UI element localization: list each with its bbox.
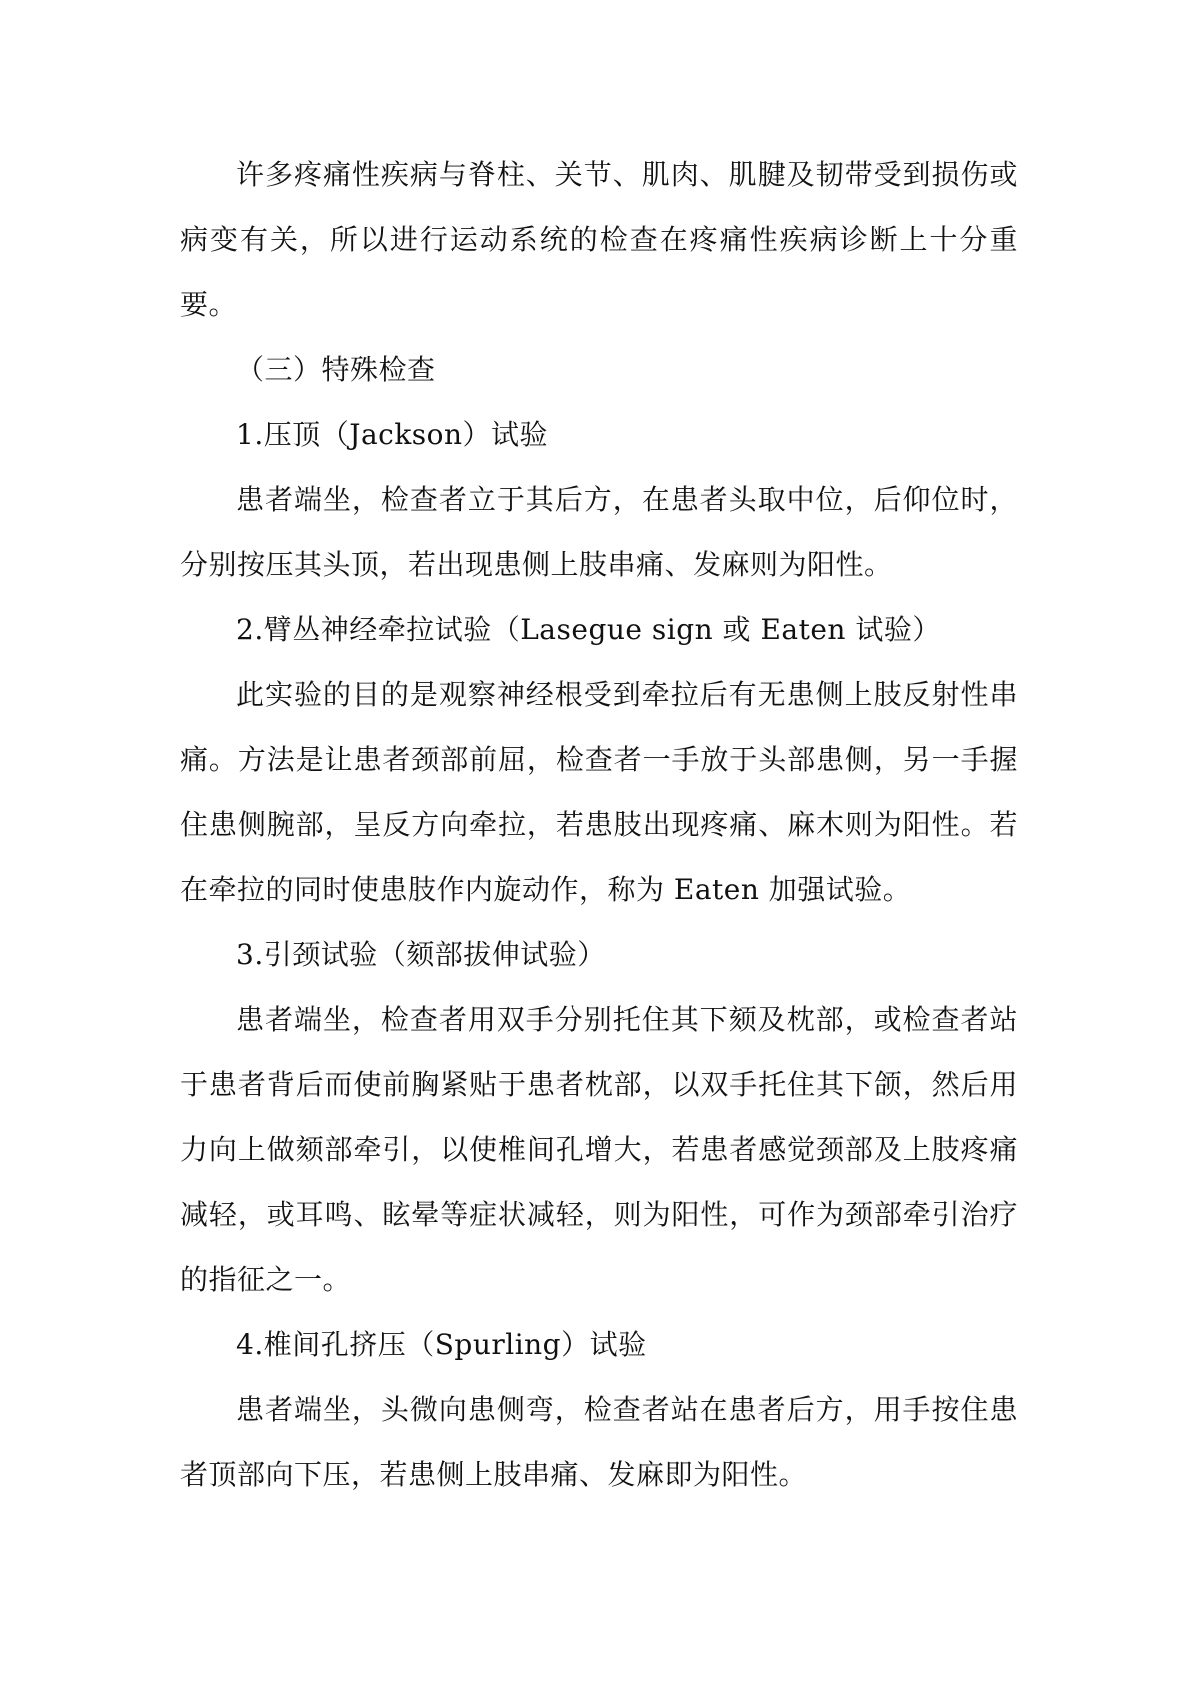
subheading-brachial-plexus-test: 2.臂丛神经牵拉试验（Lasegue sign 或 Eaten 试验） [236, 613, 941, 646]
paragraph-spurling-test: 患者端坐，头微向患侧弯，检查者站在患者后方，用手按住患者顶部向下压，若患侧上肢串痛、发麻即为阳性。 [180, 1393, 1018, 1491]
paragraph-neck-traction-test: 患者端坐，检查者用双手分别托住其下颏及枕部，或检查者站于患者背后而使前胸紧贴于患者枕部，以双手托住其下颌，然后用力向上做颏部牵引，以使椎间孔增大，若患者感觉颈部及上肢疼痛减轻，或耳鸣、眩晕等症状减轻，则为阳性，可作为颈部牵引治疗的指征之一。 [180, 1003, 1018, 1296]
paragraph-brachial-plexus-test: 此实验的目的是观察神经根受到牵拉后有无患侧上肢反射性串痛。方法是让患者颈部前屈，检查者一手放于头部患侧，另一手握住患侧腕部，呈反方向牵拉，若患肢出现疼痛、麻木则为阳性。若在牵拉的同时使患肢作内旋动作，称为 Eaten 加强试验。 [180, 678, 1018, 906]
section-heading-special-tests: （三）特殊检查 [236, 353, 436, 386]
subheading-spurling-test: 4.椎间孔挤压（Spurling）试验 [236, 1328, 647, 1361]
document-body [180, 142, 1018, 1507]
paragraph-jackson-test: 患者端坐，检查者立于其后方，在患者头取中位，后仰位时，分别按压其头顶，若出现患侧上肢串痛、发麻则为阳性。 [180, 483, 1018, 581]
subheading-neck-traction-test: 3.引颈试验（颏部拔伸试验） [236, 938, 606, 971]
subheading-jackson-test: 1.压顶（Jackson）试验 [236, 418, 549, 451]
paragraph-intro: 许多疼痛性疾病与脊柱、关节、肌肉、肌腱及韧带受到损伤或病变有关，所以进行运动系统的检查在疼痛性疾病诊断上十分重要。 [180, 158, 1018, 321]
